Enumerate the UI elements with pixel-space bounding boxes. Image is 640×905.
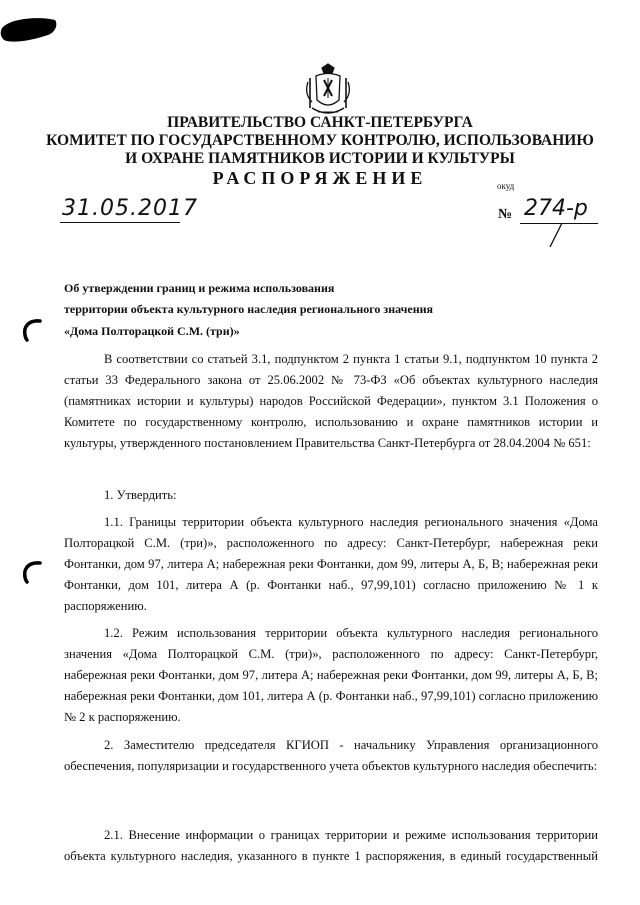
paragraph-item2 — [64, 735, 598, 777]
paragraph-item1-1 — [64, 512, 598, 617]
number-label: № — [498, 207, 513, 222]
document-date: 31.05.2017 — [62, 196, 198, 221]
paragraph-item1 — [64, 485, 598, 506]
item-1-1: 1.1. Границы территории объекта культурного наследия регионального значения «Дома Полторацкой С.М. (три)», расположенного по адресу: Санкт-Петербург, набережная реки Фонтанки, дом 97, литера А; набережная реки Фонтанки, дом 99, литеры А, Б, В; набережная реки Фонтанки, дом 101, литера А (р. Фонтанки наб., 97,99,101) согласно приложению № 1 к распоряжению. — [64, 515, 598, 613]
committee-title: КОМИТЕТ ПО ГОСУДАРСТВЕННОМУ КОНТРОЛЮ, ИСПОЛЬЗОВАНИЮ — [46, 132, 594, 149]
paragraph-item1-2 — [64, 623, 598, 728]
title-line-1: Об утверждении границ и режима использования — [64, 281, 335, 295]
paragraph-intro-text: В соответствии со статьей 3.1, подпунктом 2 пункта 1 статьи 9.1, подпунктом 10 пункта 2 статьи 33 Федерального закона от 25.06.2002 № 73-ФЗ «Об объектах культурного наследия (памятниках истории и культуры) народов Российской Федерации», пунктом 3.1 Положения о Комитете по государственному контролю, использованию и охране памятников истории и культуры, утвержденного постановлением Правительства Санкт-Петербурга от 28.04.2004 № 651: — [64, 352, 598, 450]
government-title: ПРАВИТЕЛЬСТВО САНКТ-ПЕТЕРБУРГА — [167, 114, 473, 131]
coat-of-arms-icon — [302, 62, 354, 122]
title-line-2: территории объекта культурного наследия регионального значения — [64, 302, 434, 316]
okud-label: окуд — [497, 181, 515, 191]
paragraph-item2-1 — [64, 825, 598, 867]
paragraph-intro — [64, 349, 598, 454]
ink-mark — [0, 14, 58, 44]
date-underline — [60, 222, 180, 223]
pen-stroke — [546, 222, 566, 248]
hole-punch-mark — [20, 316, 44, 342]
committee-title-cont: И ОХРАНЕ ПАМЯТНИКОВ ИСТОРИИ И КУЛЬТУРЫ — [125, 150, 515, 167]
hole-punch-mark — [20, 558, 44, 584]
item-2: 2. Заместителю председателя КГИОП - начальнику Управления организационного обеспечения, популяризации и государственного учета объектов культурного наследия обеспечить: — [64, 738, 598, 773]
document-type: РАСПОРЯЖЕНИЕ — [212, 168, 428, 188]
item-1-2: 1.2. Режим использования территории объекта культурного наследия регионального значения «Дома Полторацкой С.М. (три)», расположенного по адресу: Санкт-Петербург, набережная реки Фонтанки, дом 97, литера А; набережная реки Фонтанки, дом 99, литеры А, Б, В; набережная реки Фонтанки, дом 101, литера А (р. Фонтанки наб., 97,99,101) согласно приложению № 2 к распоряжению. — [64, 626, 598, 724]
title-line-3: «Дома Полторацкой С.М. (три)» — [64, 324, 240, 338]
item-1: 1. Утвердить: — [104, 488, 177, 502]
document-number: 274-р — [524, 196, 588, 221]
item-2-1: 2.1. Внесение информации о границах территории и режиме использования территории объекта культурного наследия, указанного в пункте 1 распоряжения, в единый государственный — [64, 828, 598, 863]
